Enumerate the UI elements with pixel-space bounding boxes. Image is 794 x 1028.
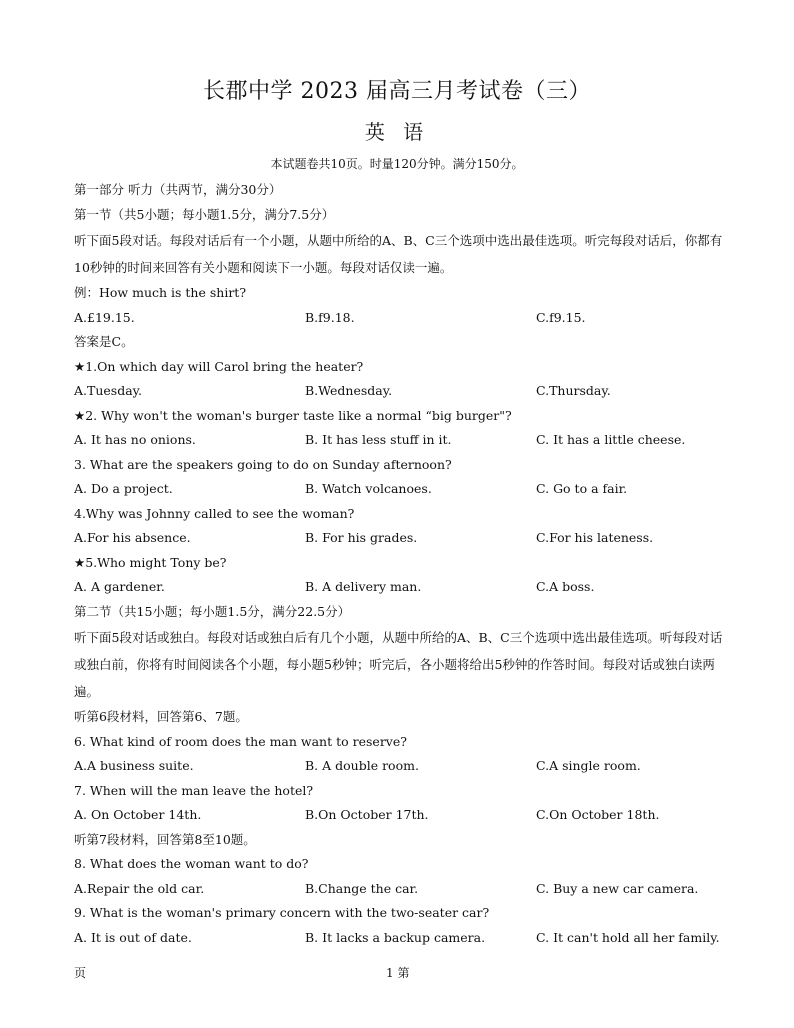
question-7: 7. When will the man leave the hotel? — [74, 782, 314, 798]
question-5-option-c: C.A boss. — [536, 579, 595, 594]
question-2: ★2. Why won't the woman's burger taste like a normal “big burger"? — [74, 407, 512, 423]
question-9-option-b: B. It lacks a backup camera. — [305, 929, 486, 945]
question-4-option-c: C.For his lateness. — [536, 530, 654, 545]
example-option-b: B.f9.18. — [305, 309, 355, 325]
question-2-option-a: A. It has no onions. — [74, 432, 196, 447]
question-3: 3. What are the speakers going to do on Sunday afternoon? — [74, 456, 452, 472]
question-3-option-a: A. Do a project. — [74, 481, 173, 496]
section2-instructions: 听下面5段对话或独白。每段对话或独白后有几个小题，从题中所给的A、B、C三个选项中选出最佳选项。听每段对话或独白前，你将有时间阅读各个小题，每小题5秒钟；听完后，各小题将给出5秒钟的作答时间。每段对话或独白读两遍。 — [74, 630, 723, 699]
exam-title: 长郡中学 2023 届高三月考试卷（三） — [203, 79, 591, 104]
part1-heading: 第一部分 听力（共两节，满分30分） — [74, 182, 282, 197]
question-1-options — [74, 379, 724, 404]
question-6-option-b: B. A double room. — [305, 758, 419, 773]
question-3-option-b: B. Watch volcanoes. — [305, 481, 432, 496]
section2-heading: 第二节（共15小题；每小题1.5分，满分22.5分） — [74, 603, 351, 619]
question-9: 9. What is the woman's primary concern with the two-seater car? — [74, 905, 490, 920]
question-7-option-a: A. On October 14th. — [74, 807, 202, 822]
exam-subject: 英 语 — [364, 120, 430, 144]
question-1: ★1.On which day will Carol bring the heater? — [74, 358, 364, 374]
question-5: ★5.Who might Tony be? — [74, 554, 227, 570]
question-8-options — [74, 877, 724, 902]
exam-info: 本试题卷共10页。时量120分钟。满分150分。 — [270, 157, 524, 171]
question-9-option-c: C. It can't hold all her family. — [536, 929, 720, 945]
question-9-options — [74, 926, 724, 951]
question-4-option-b: B. For his grades. — [305, 530, 418, 545]
question-1-option-a: A.Tuesday. — [74, 383, 143, 398]
footer-page-number: 1 第 — [386, 966, 410, 980]
question-6: 6. What kind of room does the man want to reserve? — [74, 733, 407, 749]
question-9-option-a: A. It is out of date. — [74, 929, 192, 945]
question-5-option-a: A. A gardener. — [74, 579, 165, 594]
example-option-c: C.f9.15. — [536, 309, 586, 325]
question-1-option-b: B.Wednesday. — [305, 383, 393, 398]
question-1-option-c: C.Thursday. — [536, 383, 611, 398]
example-options — [74, 306, 724, 331]
question-5-options — [74, 575, 724, 600]
question-4-option-a: A.For his absence. — [74, 530, 191, 545]
question-8: 8. What does the woman want to do? — [74, 856, 309, 871]
question-4: 4.Why was Johnny called to see the woman? — [74, 505, 355, 521]
section1-instructions: 听下面5段对话。每段对话后有一个小题，从题中所给的A、B、C三个选项中选出最佳选项。听完每段对话后，你都有10秒钟的时间来回答有关小题和阅读下一小题。每段对话仅读一遍。 — [74, 233, 723, 275]
question-8-option-b: B.Change the car. — [305, 880, 419, 896]
question-3-option-c: C. Go to a fair. — [536, 481, 628, 496]
question-6-option-c: C.A single room. — [536, 758, 641, 773]
example-question: 例：How much is the shirt? — [74, 285, 247, 300]
question-8-option-a: A.Repair the old car. — [74, 880, 205, 896]
question-7-option-b: B.On October 17th. — [305, 807, 429, 822]
passage7-heading: 听第7段材料，回答第8至10题。 — [74, 831, 256, 847]
question-5-option-b: B. A delivery man. — [305, 579, 422, 594]
footer-page-label: 页 — [74, 966, 87, 980]
question-8-option-c: C. Buy a new car camera. — [536, 880, 699, 896]
question-7-option-c: C.On October 18th. — [536, 807, 660, 822]
question-2-options — [74, 428, 724, 453]
section1-heading: 第一节（共5小题；每小题1.5分，满分7.5分） — [74, 206, 335, 222]
question-6-option-a: A.A business suite. — [74, 758, 194, 773]
exam-content — [74, 178, 724, 950]
question-3-options — [74, 477, 724, 502]
example-answer: 答案是C。 — [74, 334, 134, 349]
question-2-option-b: B. It has less stuff in it. — [305, 432, 452, 447]
question-2-option-c: C. It has a little cheese. — [536, 432, 686, 447]
question-4-options — [74, 526, 724, 551]
question-7-options — [74, 803, 724, 828]
example-option-a: A.£19.15. — [74, 309, 135, 325]
question-6-options — [74, 754, 724, 779]
passage6-heading: 听第6段材料，回答第6、7题。 — [74, 709, 248, 724]
